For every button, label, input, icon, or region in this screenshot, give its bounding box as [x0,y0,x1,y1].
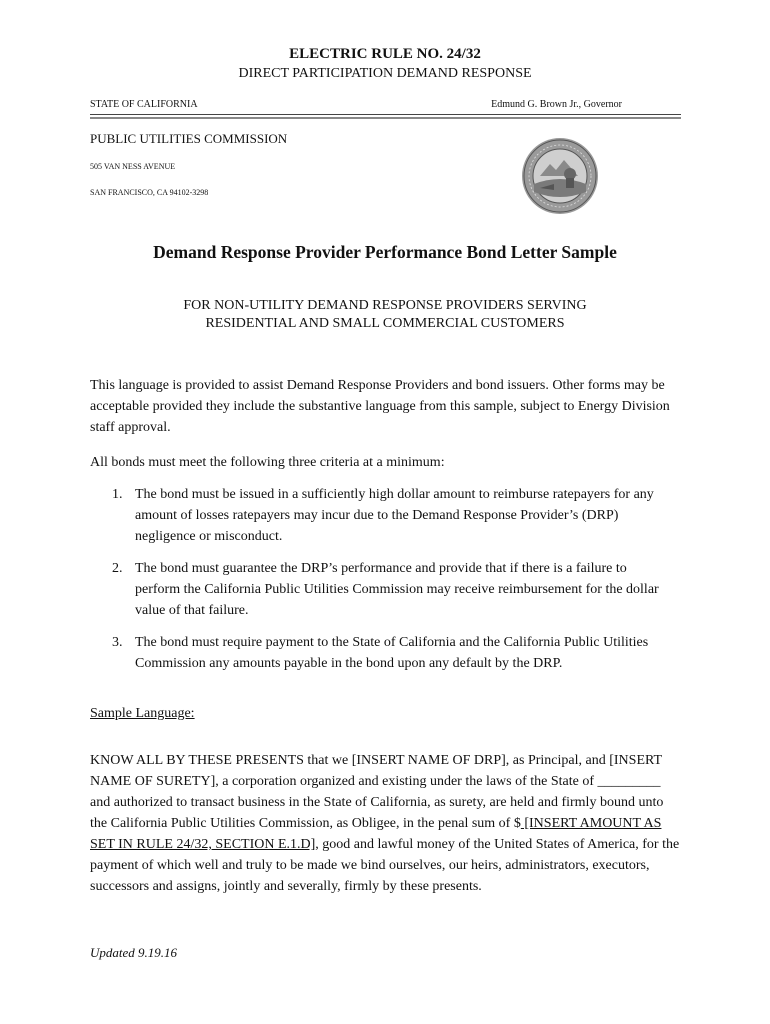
criteria-number: 3. [112,635,123,650]
sample-text-part-2: , good and lawful money of the United States of America, for the payment of which well and truly to be made we bind ourselves, our heirs, administrators, executors, successors and assigns, jointly and severally, firmly by these presents. [90,837,680,894]
state-seal-icon [520,136,600,216]
criteria-text: The bond must guarantee the DRP’s performance and provide that if there is a failure to perform the California Public Utilities Commission may receive reimbursement for the dollar value of that failure. [135,561,659,618]
criteria-number: 1. [112,487,123,502]
document-scope-line-1: FOR NON-UTILITY DEMAND RESPONSE PROVIDERS SERVING [183,298,587,313]
state-name: STATE OF CALIFORNIA [90,99,198,110]
sample-language-heading: Sample Language: [90,706,195,721]
header-divider-thick [90,117,681,119]
governor-name: Edmund G. Brown Jr., Governor [491,99,622,110]
agency-street: 505 VAN NESS AVENUE [90,162,176,171]
rule-subtitle: DIRECT PARTICIPATION DEMAND RESPONSE [238,66,532,81]
sample-text-part-1: KNOW ALL BY THESE PRESENTS that we [INSERT NAME OF DRP], as Principal, and [INSERT NAME OF SURETY], a corporation organized and existing under the laws of the State of _________ and authorized to transact business in the State of California, as surety, are held and firmly bound unto the California Public Utilities Commission, as Obligee, in the penal sum of $ [90,753,664,831]
rule-title: ELECTRIC RULE NO. 24/32 [289,46,481,62]
sample-amount-placeholder: [INSERT AMOUNT AS SET IN RULE 24/32, SECTION E.1.D] [90,816,662,852]
intro-paragraph: This language is provided to assist Demand Response Providers and bond issuers. Other forms may be acceptable provided they include the substantive language from this sample, subject to Energy Division staff approval. [90,378,670,435]
criteria-intro: All bonds must meet the following three criteria at a minimum: [90,455,445,470]
updated-date: Updated 9.19.16 [90,945,178,960]
agency-city: SAN FRANCISCO, CA 94102-3298 [90,188,209,197]
document-scope-line-2: RESIDENTIAL AND SMALL COMMERCIAL CUSTOMERS [205,316,565,331]
sample-language-paragraph [90,750,682,897]
criteria-text: The bond must be issued in a sufficiently high dollar amount to reimburse ratepayers for any amount of losses ratepayers may incur due to the Demand Response Provider’s (DRP) negligence or misconduct. [135,487,654,544]
criteria-text: The bond must require payment to the State of California and the California Public Utilities Commission any amounts payable in the bond upon any default by the DRP. [135,635,649,671]
agency-name: PUBLIC UTILITIES COMMISSION [90,131,288,146]
document-title: Demand Response Provider Performance Bond Letter Sample [153,242,617,262]
header-divider [90,114,681,115]
criteria-number: 2. [112,561,123,576]
